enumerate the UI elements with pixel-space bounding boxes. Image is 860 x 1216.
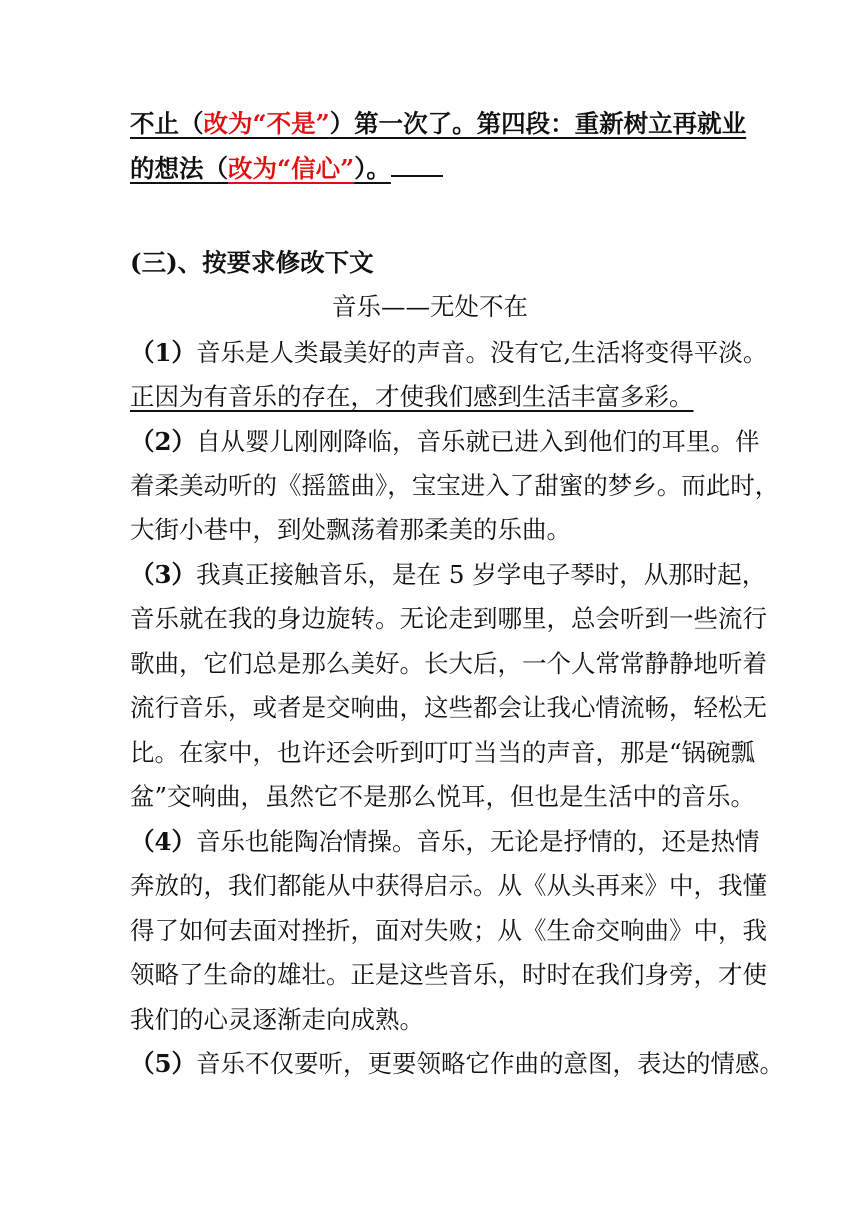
paragraph-number: （5） (130, 1049, 197, 1078)
text-run: 音乐不仅要听，更要领略它作曲的意图，表达的情感。 (196, 1049, 785, 1078)
paragraph-line (130, 425, 760, 459)
text-run: 音乐也能陶冶情操。音乐，无论是抒情的，还是热情 (196, 827, 760, 856)
underline-blank (391, 153, 443, 177)
text-run: 我真正接触音乐，是在 5 岁学电子琴时，从那时起， (196, 560, 767, 589)
paragraph-line: 得了如何去面对挫折，面对失败；从《生命交响曲》中，我 (130, 916, 767, 945)
paragraph-line (130, 558, 767, 592)
paragraph-line: 大街小巷中，到处飘荡着那柔美的乐曲。 (130, 515, 571, 544)
paragraph-line: 歌曲，它们总是那么美好。长大后，一个人常常静静地听着 (130, 649, 767, 678)
paragraph-line: 领略了生命的雄壮。正是这些音乐，时时在我们身旁，才使 (130, 960, 767, 989)
paragraph-line (130, 825, 760, 859)
text-run: ）第一次了。第四段：重新树立再就业 (329, 109, 747, 138)
paragraph-number: （2） (130, 427, 197, 456)
text-run: 不止（ (130, 109, 204, 138)
paragraph-line: 奔放的，我们都能从中获得启示。从《从头再来》中，我懂 (130, 871, 767, 900)
prev-section-line-2 (130, 152, 730, 186)
section-heading: (三)、按要求修改下文 (130, 248, 374, 277)
text-run: 音乐是人类最美好的声音。没有它,生活将变得平淡。 (196, 338, 768, 367)
paragraph-line: 比。在家中，也许还会听到叮叮当当的声音，那是“锅碗瓢 (130, 738, 756, 767)
paragraph-line-underlined (130, 380, 730, 414)
paragraph-line: 我们的心灵逐渐走向成熟。 (130, 1005, 424, 1034)
article-title: 音乐——无处不在 (332, 292, 528, 321)
paragraph-number: （3） (130, 560, 197, 589)
paragraph-line: 盆”交响曲，虽然它不是那么悦耳，但也是生活中的音乐。 (130, 782, 756, 811)
paragraph-number: （4） (130, 827, 197, 856)
paragraph-line: 流行音乐，或者是交响曲，这些都会让我心情流畅，轻松无 (130, 693, 767, 722)
paragraph-line: 着柔美动听的《摇篮曲》，宝宝进入了甜蜜的梦乡。而此时， (130, 471, 780, 500)
paragraph-line (130, 1047, 785, 1081)
text-run: 的想法（ (130, 154, 228, 183)
underlined-sentence: 正因为有音乐的存在，才使我们感到生活丰富多彩。 (130, 382, 694, 411)
prev-section-line-1 (130, 107, 747, 141)
correction-text: 改为“信心” (228, 154, 355, 183)
text-run: ）。 (354, 154, 391, 183)
paragraph-line: 音乐就在我的身边旋转。无论走到哪里，总会听到一些流行 (130, 604, 767, 633)
paragraph-line (130, 336, 768, 370)
text-run: 自从婴儿刚刚降临，音乐就已进入到他们的耳里。伴 (196, 427, 760, 456)
paragraph-number: （1） (130, 338, 197, 367)
correction-text: 改为“不是” (203, 109, 330, 138)
